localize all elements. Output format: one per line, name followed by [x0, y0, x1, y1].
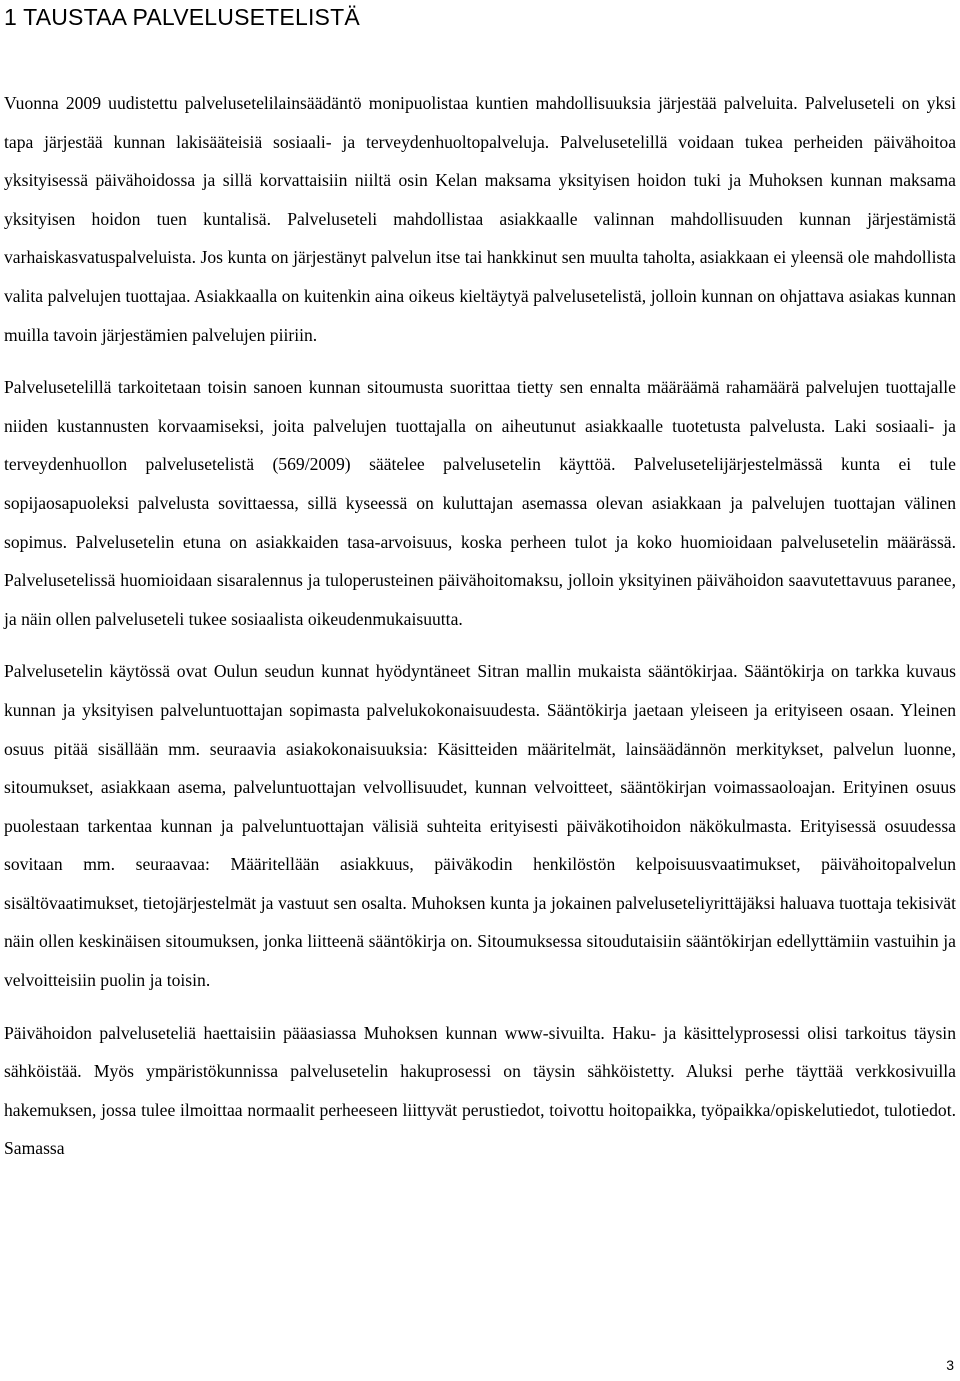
page-number: 3	[946, 1357, 954, 1373]
paragraph-4: Päivähoidon palveluseteliä haettaisiin pääasiassa Muhoksen kunnan www-sivuilta. Haku- ja käsittelyprosessi olisi tarkoitus täysin sähköistää. Myös ympäristökunnissa palvelusetelin hakuprosessi on täysin sähköistetty. Aluksi perhe täyttää verkkosivuilla hakemuksen, jossa tulee ilmoittaa normaalit perheeseen liittyvät perustiedot, toivottu hoitopaikka, työpaikka/opiskelutiedot, tulotiedot. Samassa	[4, 1022, 956, 1159]
body-text	[4, 84, 956, 1182]
paragraph-2: Palvelusetelillä tarkoitetaan toisin sanoen kunnan sitoumusta suorittaa tietty sen ennalta määräämä rahamäärä palvelujen tuottajalle niiden kustannusten korvaamiseksi, joita palvelujen tuottajalla on aiheutunut asiakkaalle tuotetusta palvelusta. Laki sosiaali- ja terveydenhuollon palvelusetelistä (569/2009) säätelee palvelusetelin käyttöä. Palvelusetelijärjestelmässä kunta ei tule sopijaosapuoleksi palvelusta sovittaessa, sillä kyseessä on kuluttajan asemassa olevan asiakkaan ja palvelujen tuottajan välinen sopimus. Palvelusetelin etuna on asiakkaiden tasa-arvoisuus, koska perheen tulot ja koko huomioidaan palvelusetelin määrässä. Palvelusetelissä huomioidaan sisaralennus ja tuloperusteinen päivähoitomaksu, jolloin yksityinen päivähoidon saavutettavuus paranee, ja näin ollen palveluseteli tukee sosiaalista oikeudenmukaisuutta.	[4, 377, 956, 629]
paragraph-1: Vuonna 2009 uudistettu palvelusetelilainsäädäntö monipuolistaa kuntien mahdollisuuksia järjestää palveluita. Palveluseteli on yksi tapa järjestää kunnan lakisääteisiä sosiaali- ja terveydenhuoltopalveluja. Palvelusetelillä voidaan tukea perheiden päivähoitoa yksityisessä päivähoidossa ja sillä korvattaisiin niiltä osin Kelan maksama yksityisen hoidon tuki ja Muhoksen kunnan maksama yksityisen hoidon tuen kuntalisä. Palveluseteli mahdollistaa asiakkaalle valinnan mahdollisuuden kunnan järjestämistä varhaiskasvatuspalveluista. Jos kunta on järjestänyt palvelun itse tai hankkinut sen muulta taholta, asiakkaan ei yleensä ole mahdollista valita palvelujen tuottajaa. Asiakkaalla on kuitenkin aina oikeus kieltäytyä palvelusetelistä, jolloin kunnan on ohjattava asiakas kunnan muilla tavoin järjestämien palvelujen piiriin.	[4, 93, 956, 345]
section-heading: 1 TAUSTAA PALVELUSETELISTÄ	[4, 4, 360, 30]
paragraph-3: Palvelusetelin käytössä ovat Oulun seudun kunnat hyödyntäneet Sitran mallin mukaista sääntökirjaa. Sääntökirja on tarkka kuvaus kunnan ja yksityisen palveluntuottajan sopimasta palvelukokonaisuudesta. Sääntökirja jaetaan yleiseen ja erityiseen osaan. Yleinen osuus pitää sisällään mm. seuraavia asiakokonaisuuksia: Käsitteiden määritelmät, lainsäädännön merkitykset, palvelun luonne, sitoumukset, asiakkaan asema, palveluntuottajan velvollisuudet, kunnan velvoitteet, sääntökirjan voimassaoloajan. Erityinen osuus puolestaan tarkentaa kunnan ja palveluntuottajan välisiä suhteita erityisesti päiväkotihoidon näkökulmasta. Erityisessä osuudessa sovitaan mm. seuraavaa: Määritellään asiakkuus, päiväkodin henkilöstön kelpoisuusvaatimukset, päivähoitopalvelun sisältövaatimukset, tietojärjestelmät ja vastuut sen osalta. Muhoksen kunta ja jokainen palveluseteliyrittäjäksi haluava tuottaja tekisivät näin ollen keskinäisen sitoumuksen, jonka liitteenä sääntökirja on. Sitoumuksessa sitoudutaisiin sääntökirjan edellyttämiin vastuihin ja velvoitteisiin puolin ja toisin.	[4, 661, 956, 991]
